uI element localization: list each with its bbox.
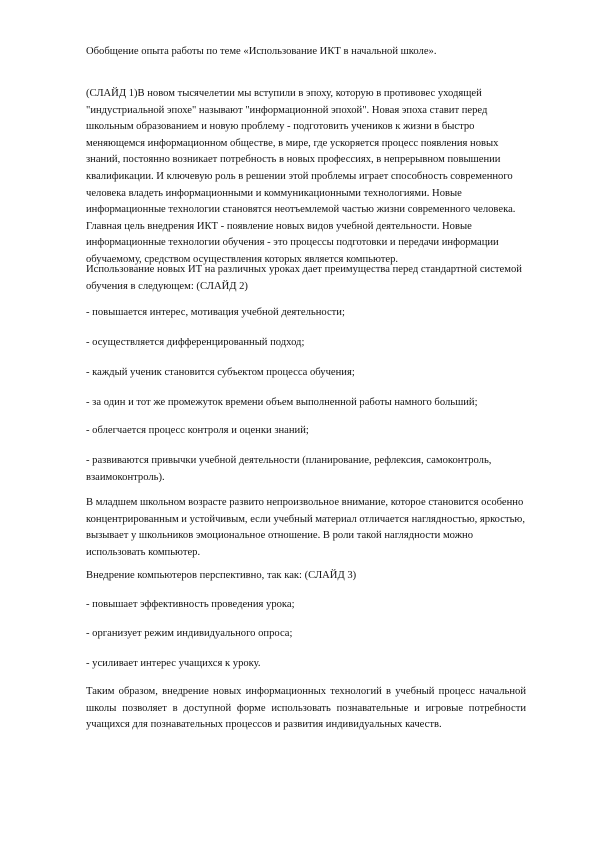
document-title <box>86 44 526 61</box>
paragraph-text: (СЛАЙД 1)В новом тысячелетии мы вступили в эпоху, которую в противовес уходящей "индустриальной эпохе" называют "информационной эпохой". Новая эпоха ставит перед школьным образованием и новую проблему - подготовить учеников к жизни в быстро меняющемся информационном обществе, в мире, где ускоряется процесс появления новых знаний, постоянно возникает потребность в новых профессиях, в непрерывном повышении квалификации. И ключевую роль в решении этой проблемы играет способность современного человека владеть информационными и коммуникационными технологиями. Новые информационные технологии становятся неотъемлемой частью жизни современного человека. Главная цель внедрения ИКТ - появление новых видов учебной деятельности. Новые информационные технологии обучения - это процессы подготовки и передачи информации обучаемому, средством осуществления которых является компьютер. <box>86 88 516 265</box>
list-item <box>86 395 526 412</box>
list-item-text: - облегчается процесс контроля и оценки знаний; <box>86 425 309 436</box>
list-item-text: - усиливает интерес учащихся к уроку. <box>86 658 261 669</box>
paragraph-text: В младшем школьном возрасте развито непроизвольное внимание, которое становится особенно концентрированным и устойчивым, если учебный материал отличается наглядностью, яркостью, вызывает у школьников эмоциональное отношение. В роли такой наглядности можно использовать компьютер. <box>86 497 525 558</box>
list-item-text: - развиваются привычки учебной деятельности (планирование, рефлексия, самоконтроль, взаимоконтроль). <box>86 455 492 483</box>
list-item-text: - осуществляется дифференцированный подход; <box>86 337 305 348</box>
list-item <box>86 597 526 614</box>
list-item-text: - каждый ученик становится субъектом процесса обучения; <box>86 367 355 378</box>
list-item <box>86 626 526 643</box>
paragraph-text: Таким образом, внедрение новых информационных технологий в учебный процесс начальной школы позволяет в доступной форме использовать познавательные и игровые потребности учащихся для познавательных процессов и развития индивидуальных качеств. <box>86 686 526 731</box>
list-item <box>86 305 526 322</box>
list-item <box>86 335 526 352</box>
title-text: Обобщение опыта работы по теме «Использование ИКТ в начальной школе». <box>86 46 437 57</box>
list-item <box>86 365 526 382</box>
paragraph-advantages <box>86 262 526 295</box>
paragraph-intro <box>86 86 526 269</box>
paragraph-text: Внедрение компьютеров перспективно, так как: (СЛАЙД 3) <box>86 570 357 581</box>
list-item <box>86 423 526 440</box>
list-item-text: - повышает эффективность проведения урока; <box>86 599 295 610</box>
paragraph-conclusion <box>86 684 526 734</box>
paragraph-text: Использование новых ИТ на различных уроках дает преимущества перед стандартной системой обучения в следующем: (СЛАЙД 2) <box>86 264 522 292</box>
list-item-text: - организует режим индивидуального опроса; <box>86 628 293 639</box>
paragraph-computers <box>86 568 526 585</box>
list-item-text: - за один и тот же промежуток времени объем выполненной работы намного больший; <box>86 397 478 408</box>
paragraph-attention <box>86 495 526 561</box>
list-item-text: - повышается интерес, мотивация учебной деятельности; <box>86 307 345 318</box>
list-item <box>86 656 526 673</box>
list-item <box>86 453 526 486</box>
